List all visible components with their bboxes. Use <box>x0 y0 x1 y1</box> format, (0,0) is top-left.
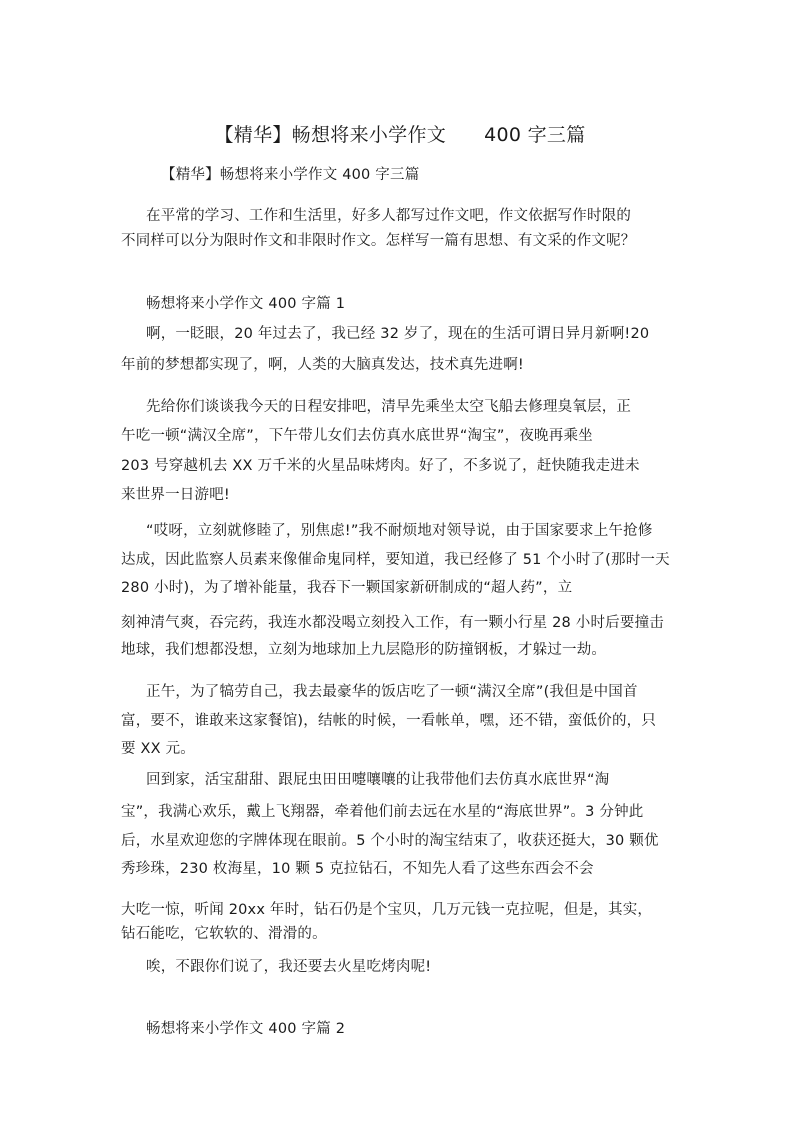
paragraph-2-line-2: 午吃一顿“满汉全席”，下午带儿女们去仿真水底世界“淘宝”，夜晚再乘坐 <box>121 428 593 444</box>
paragraph-3-line-5: 地球，我们想都没想，立刻为地球加上九层隐形的防撞钢板，才躲过一劫。 <box>121 642 607 658</box>
paragraph-1-line-2: 年前的梦想都实现了，啊，人类的大脑真发达，技术真先进啊! <box>121 357 524 373</box>
paragraph-5-line-1: 回到家，活宝甜甜、跟屁虫田田嚏嚷嚷的让我带他们去仿真水底世界“淘 <box>146 772 610 788</box>
paragraph-5-line-2: 宝”，我满心欢乐，戴上飞翔器，牵着他们前去远在水星的“海底世界”。3 分钟此 <box>121 804 644 820</box>
paragraph-2-line-3: 203 号穿越机去 XX 万千米的火星品味烤肉。好了，不多说了，赶快随我走进未 <box>121 458 640 474</box>
paragraph-3-line-1: “哎呀，立刻就修睦了，别焦虑!”我不耐烦地对领导说，由于国家要求上午抢修 <box>146 523 653 539</box>
paragraph-4-line-1: 正午，为了犒劳自己，我去最豪华的饭店吃了一顿“满汉全席”(我但是中国首 <box>146 684 638 700</box>
paragraph-5-line-5: 大吃一惊，听闻 20xx 年时，钻石仍是个宝贝，几万元钱一克拉呢，但是，其实， <box>121 902 653 918</box>
paragraph-6-line-1: 唉，不跟你们说了，我还要去火星吃烤肉呢! <box>146 959 432 975</box>
section-heading-1: 畅想将来小学作文 400 字篇 1 <box>146 296 346 312</box>
paragraph-5-line-3: 后，水星欢迎您的字牌体现在眼前。5 个小时的淘宝结束了，收获还挺大，30 颗优 <box>121 833 659 849</box>
paragraph-2-line-1: 先给你们谈谈我今天的日程安排吧，清早先乘坐太空飞船去修理臭氧层，正 <box>146 399 632 415</box>
intro-line-2: 不同样可以分为限时作文和非限时作文。怎样写一篇有思想、有文采的作文呢？ <box>121 233 636 249</box>
paragraph-3-line-2: 达成，因此监察人员素来像催命鬼同样，要知道，我已经修了 51 个小时了(那时一天 <box>121 552 670 568</box>
section-heading-2: 畅想将来小学作文 400 字篇 2 <box>146 1021 346 1037</box>
paragraph-4-line-3: 要 XX 元。 <box>121 741 195 757</box>
intro-line-1: 在平常的学习、工作和生活里，好多人都写过作文吧，作文依据写作时限的 <box>146 208 632 224</box>
paragraph-4-line-2: 富，要不，谁敢来这家餐馆)，结帐的时候，一看帐单，嘿，还不错，蛮低价的，只 <box>121 713 657 729</box>
document-title: 【精华】畅想将来小学作文 400 字三篇 <box>214 124 586 146</box>
paragraph-3-line-4: 刻神清气爽，吞完药，我连水都没喝立刻投入工作，有一颗小行星 28 小时后要撞击 <box>121 615 664 631</box>
paragraph-3-line-3: 280 小时)，为了增补能量，我吞下一颗国家新研制成的“超人药”，立 <box>121 580 573 596</box>
paragraph-5-line-4: 秀珍珠，230 枚海星，10 颗 5 克拉钻石，不知先人看了这些东西会不会 <box>121 861 594 877</box>
paragraph-5-line-6: 钻石能吃，它软软的、滑滑的。 <box>121 926 327 942</box>
document-subtitle: 【精华】畅想将来小学作文 400 字三篇 <box>161 167 420 183</box>
paragraph-2-line-4: 来世界一日游吧! <box>121 487 230 503</box>
paragraph-1-line-1: 啊，一眨眼，20 年过去了，我已经 32 岁了，现在的生活可谓日异月新啊!20 <box>146 326 650 342</box>
